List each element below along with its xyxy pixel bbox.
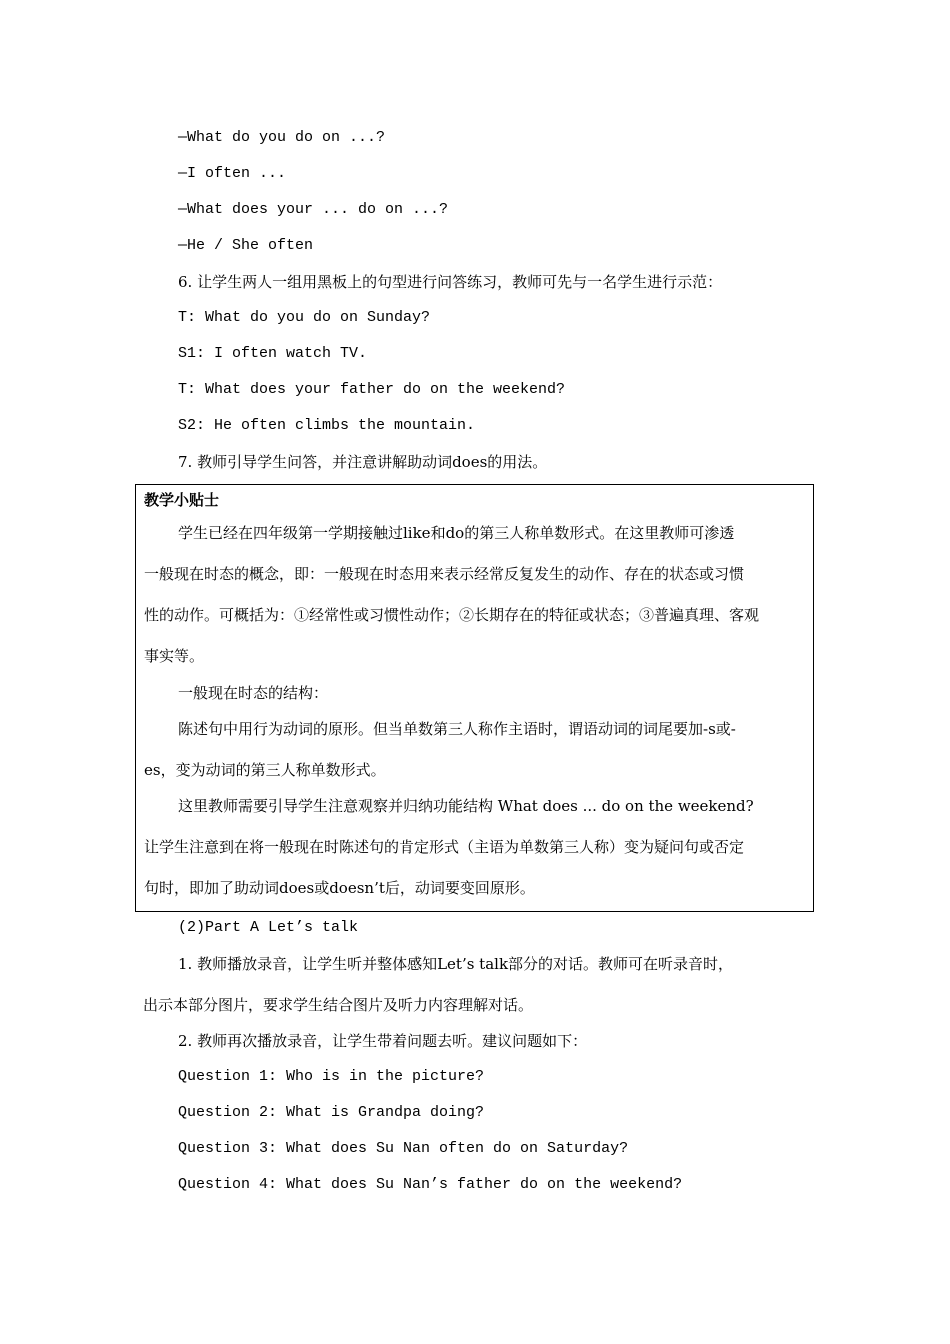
step-7: 7. 教师引导学生问答，并注意讲解助动词does的用法。 [178,453,548,471]
question-2: Question 2: What is Grandpa doing? [178,1104,485,1121]
step-1-line-1: 1. 教师播放录音，让学生听并整体感知Let’s talk部分的对话。教师可在听录音时， [178,955,734,973]
demo-line-1: T: What do you do on Sunday? [178,309,431,326]
step-6: 6. 让学生两人一组用黑板上的句型进行问答练习，教师可先与一名学生进行示范： [178,273,723,291]
demo-line-2: S1: I often watch TV. [178,345,368,362]
step-1-line-2: 出示本部分图片，要求学生结合图片及听力内容理解对话。 [143,996,534,1014]
demo-line-3: T: What does your father do on the weekend? [178,381,566,398]
tip-p2: 一般现在时态的结构： [178,684,329,702]
dialogue-line-4: —He / She often [178,237,314,254]
tip-p1-line-1: 学生已经在四年级第一学期接触过like和do的第三人称单数形式。在这里教师可渗透 [178,524,735,542]
step-2: 2. 教师再次播放录音，让学生带着问题去听。建议问题如下： [178,1032,588,1050]
question-4: Question 4: What does Su Nan’s father do on the weekend? [178,1176,683,1193]
tip-p3-line-1: 陈述句中用行为动词的原形。但当单数第三人称作主语时，谓语动词的词尾要加-s或- [178,720,736,738]
tip-p3-line-2: es，变为动词的第三人称单数形式。 [144,761,386,779]
tip-title: 教学小贴士 [144,491,220,509]
tip-p4-line-1: 这里教师需要引导学生注意观察并归纳功能结构 What does ... do on the weekend? [178,797,754,815]
tip-p4-line-2: 让学生注意到在将一般现在时陈述句的肯定形式（主语为单数第三人称）变为疑问句或否定 [144,838,745,856]
dialogue-line-2: —I often ... [178,165,287,182]
tip-p4-line-3: 句时，即加了助动词does或doesn’t后，动词要变回原形。 [144,879,535,897]
teaching-tip-box [135,484,814,912]
dialogue-line-1: —What do you do on ...? [178,129,386,146]
tip-p1-line-2: 一般现在时态的概念，即：一般现在时态用来表示经常反复发生的动作、存在的状态或习惯 [144,565,745,583]
question-3: Question 3: What does Su Nan often do on Saturday? [178,1140,629,1157]
tip-p1-line-3: 性的动作。可概括为：①经常性或习惯性动作；②长期存在的特征或状态；③普遍真理、客观 [144,606,760,624]
dialogue-line-3: —What does your ... do on ...? [178,201,449,218]
tip-p1-line-4: 事实等。 [144,647,205,665]
part-a-heading: (2)Part A Let’s talk [178,919,359,936]
question-1: Question 1: Who is in the picture? [178,1068,485,1085]
demo-line-4: S2: He often climbs the mountain. [178,417,476,434]
